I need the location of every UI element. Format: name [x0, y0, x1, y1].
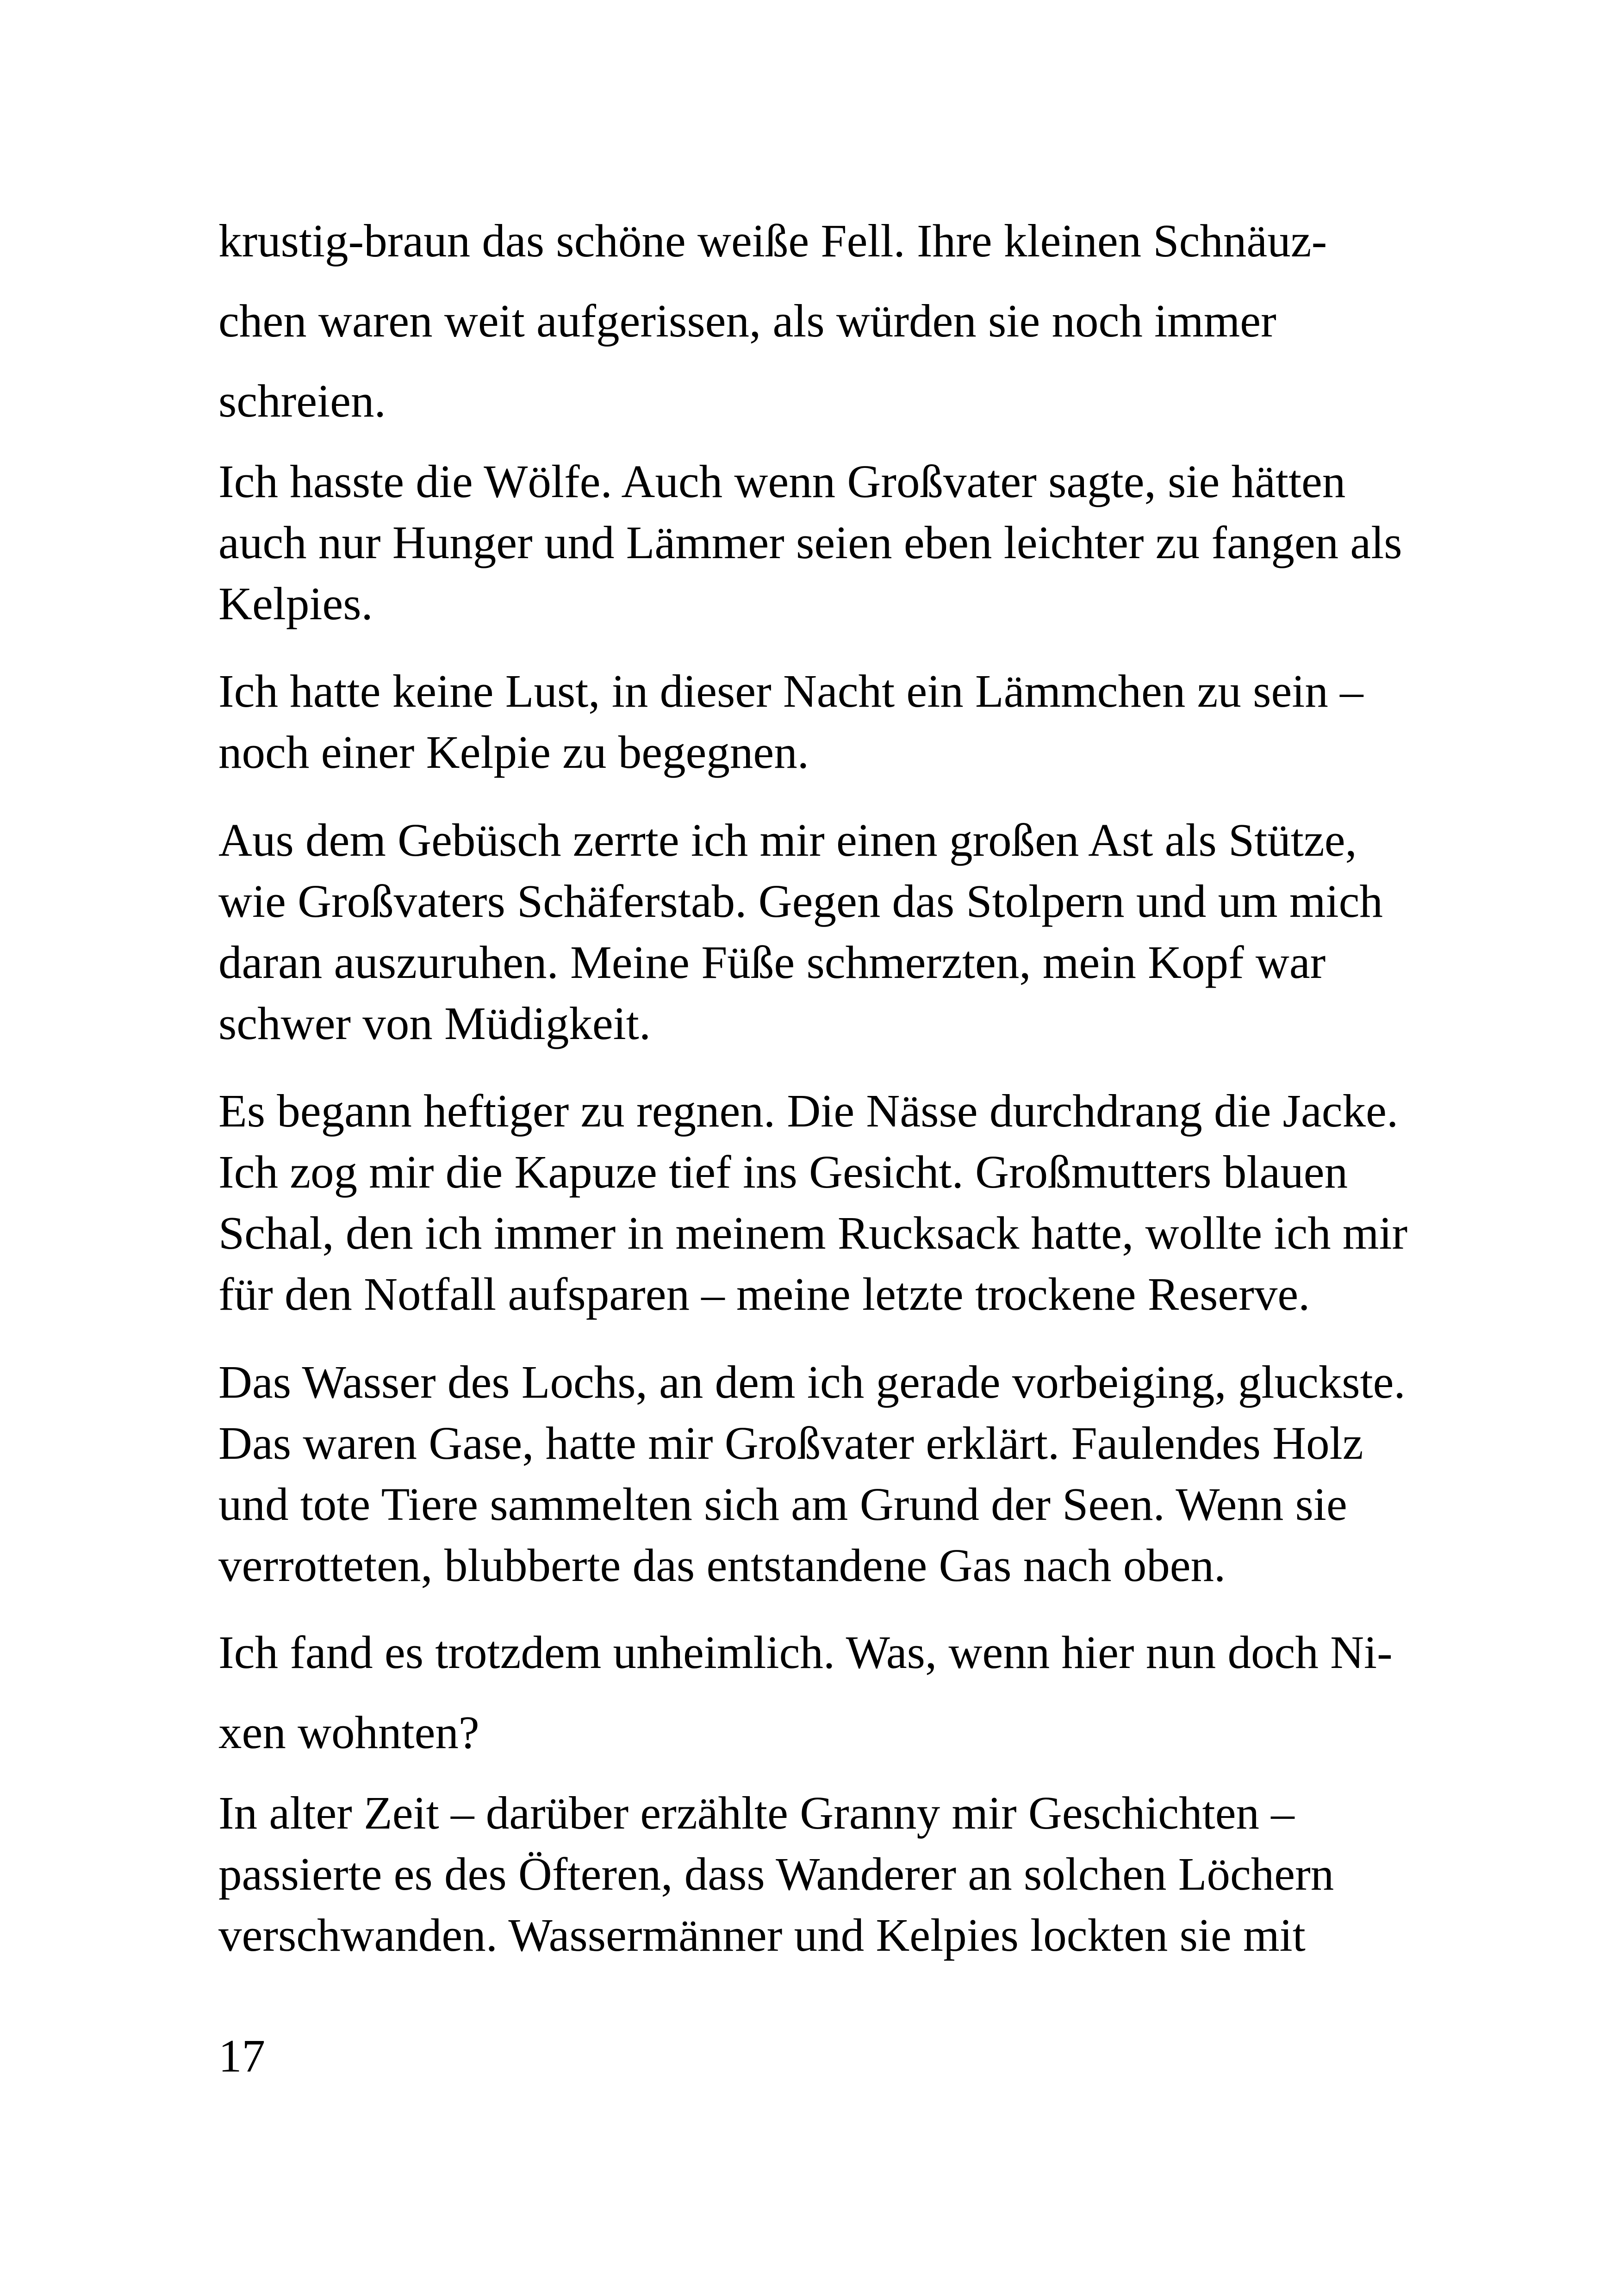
text-line: passierte es des Öfteren, dass Wanderer an solchen Löchern	[218, 1848, 1334, 1900]
text-line: Kelpies.	[218, 578, 373, 629]
text-line: Ich zog mir die Kapuze tief ins Gesicht. Großmutters blauen	[218, 1146, 1348, 1198]
text-line: wie Großvaters Schäferstab. Gegen das Stolpern und um mich	[218, 875, 1383, 927]
text-line: Das Wasser des Lochs, an dem ich gerade vorbeiging, gluckste.	[218, 1356, 1406, 1408]
text-line: verrotteten, blubberte das entstandene Gas nach oben.	[218, 1539, 1226, 1591]
text-line: Es begann heftiger zu regnen. Die Nässe durchdrang die Jacke.	[218, 1085, 1399, 1137]
text-line: krustig-braun das schöne weiße Fell. Ihre kleinen Schnäuz-	[218, 215, 1327, 267]
text-line: auch nur Hunger und Lämmer seien eben leichter zu fangen als	[218, 516, 1402, 568]
text-line: Ich fand es trotzdem unheimlich. Was, wenn hier nun doch Ni-	[218, 1626, 1393, 1678]
text-line: In alter Zeit – darüber erzählte Granny mir Geschichten –	[218, 1787, 1294, 1839]
text-line: für den Notfall aufsparen – meine letzte trockene Reserve.	[218, 1268, 1310, 1320]
text-line: schwer von Müdigkeit.	[218, 997, 651, 1049]
text-line: daran auszuruhen. Meine Füße schmerzten, mein Kopf war	[218, 936, 1326, 988]
text-line: Das waren Gase, hatte mir Großvater erklärt. Faulendes Holz	[218, 1417, 1363, 1469]
page-number: 17	[218, 2030, 265, 2082]
text-line: Ich hasste die Wölfe. Auch wenn Großvater sagte, sie hätten	[218, 455, 1346, 507]
text-line: schreien.	[218, 375, 386, 427]
text-line: Schal, den ich immer in meinem Rucksack hatte, wollte ich mir	[218, 1207, 1408, 1259]
text-line: xen wohnten?	[218, 1706, 479, 1758]
text-line: chen waren weit aufgerissen, als würden sie noch immer	[218, 295, 1276, 347]
text-line: Ich hatte keine Lust, in dieser Nacht ein Lämmchen zu sein –	[218, 665, 1363, 717]
text-line: noch einer Kelpie zu begegnen.	[218, 726, 809, 778]
text-line: verschwanden. Wassermänner und Kelpies lockten sie mit	[218, 1909, 1306, 1961]
text-line: Aus dem Gebüsch zerrte ich mir einen großen Ast als Stütze,	[218, 814, 1357, 866]
text-line: und tote Tiere sammelten sich am Grund der Seen. Wenn sie	[218, 1478, 1347, 1530]
